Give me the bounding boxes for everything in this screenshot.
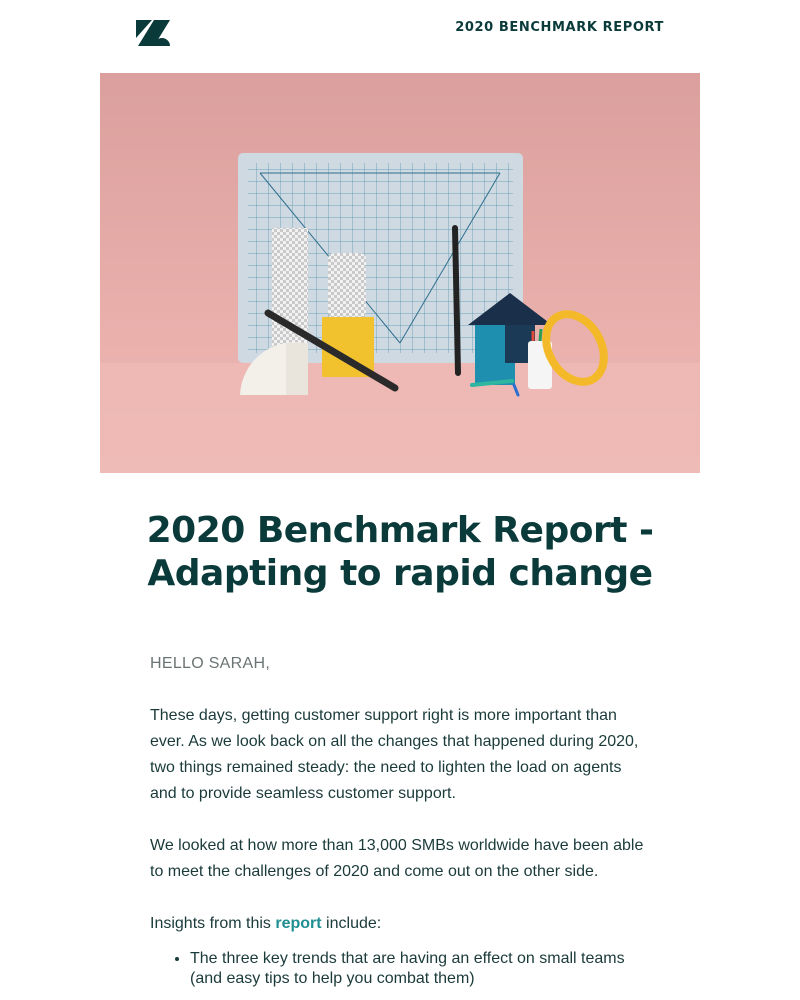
title-line-2: Adapting to rapid change [147,553,653,594]
zendesk-logo-icon[interactable] [134,18,172,48]
title-line-1: 2020 Benchmark Report - [146,510,654,551]
insights-suffix: include: [321,915,382,932]
insights-list [150,949,650,989]
desk-objects-photo [100,73,700,473]
greeting: HELLO SARAH, [150,655,271,672]
report-link[interactable]: report [275,915,322,932]
insights-line [150,911,650,937]
email-body [150,651,650,989]
email-header [0,0,800,73]
header-title: 2020 BENCHMARK REPORT [455,20,664,35]
insights-prefix: Insights from this [150,915,276,932]
report-title [0,509,800,595]
list-item: • The three key trends that are having an effect on small teams (and easy tips to help you combat them) [190,949,650,989]
hero-image [100,73,700,473]
smb-paragraph: We looked at how more than 13,000 SMBs worldwide have been able to meet the challenges of 2020 and come out on the other side. [150,837,644,880]
intro-paragraph: These days, getting customer support right is more important than ever. As we look back on all the changes that happened during 2020, two things remained steady: the need to lighten the load on agents and to provide seamless customer support. [150,707,639,802]
